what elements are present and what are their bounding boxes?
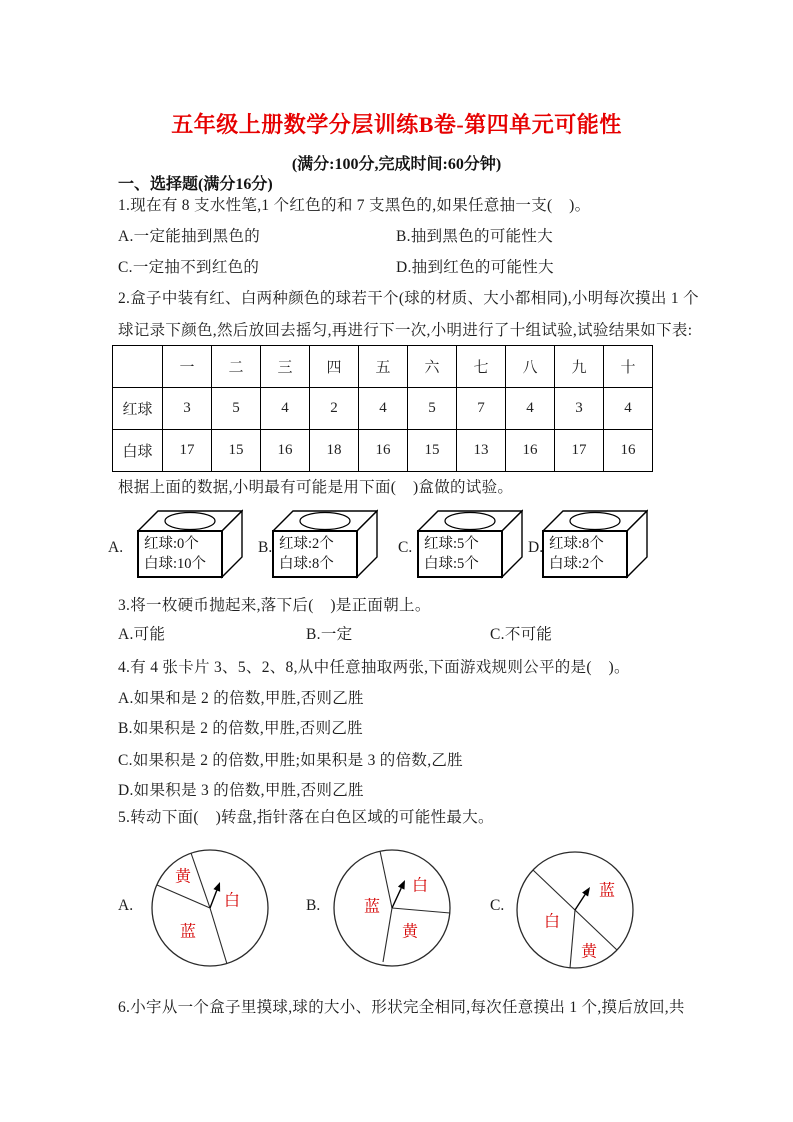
- spinner-region-label: 黄: [401, 923, 419, 941]
- table-row-label: 红球: [113, 388, 163, 430]
- spinner-region-label: 蓝: [363, 898, 381, 916]
- table-value-cell: 16: [604, 430, 653, 472]
- table-header-cell: 九: [555, 346, 604, 388]
- box-option-letter: C.: [398, 539, 413, 556]
- page-subtitle: (满分:100分,完成时间:60分钟): [291, 156, 502, 173]
- table-header-cell: 十: [604, 346, 653, 388]
- question-5-text: 5.转动下面( )转盘,指针落在白色区域的可能性最大。: [118, 809, 494, 826]
- box-red-count: 红球:0个: [144, 536, 199, 552]
- box-red-count: 红球:5个: [424, 536, 479, 552]
- ball-box-diagram: [272, 509, 378, 584]
- box-option-letter: D.: [528, 539, 544, 556]
- q3-option-b: B.一定: [306, 626, 353, 643]
- table-value-cell: 17: [163, 430, 212, 472]
- spinner-diagram: [515, 850, 635, 977]
- table-value-cell: 2: [310, 388, 359, 430]
- q1-option-a: A.一定能抽到黑色的: [118, 228, 261, 245]
- table-value-cell: 17: [555, 430, 604, 472]
- table-value-cell: 4: [261, 388, 310, 430]
- ball-box-diagram: [417, 509, 523, 584]
- table-value-cell: 4: [506, 388, 555, 430]
- q4-option-d: D.如果积是 3 的倍数,甲胜,否则乙胜: [118, 782, 364, 799]
- question-2-conclusion: 根据上面的数据,小明最有可能是用下面( )盒做的试验。: [118, 479, 514, 496]
- box-hole: [300, 513, 350, 530]
- table-value-cell: 16: [359, 430, 408, 472]
- question-1-text: 1.现在有 8 支水性笔,1 个红色的和 7 支黑色的,如果任意抽一支( )。: [118, 197, 591, 214]
- box-white-count: 白球:8个: [279, 556, 334, 572]
- box-white-count: 白球:10个: [144, 556, 207, 572]
- table-header-cell: 二: [212, 346, 261, 388]
- table-value-cell: 13: [457, 430, 506, 472]
- ball-box-diagram: [137, 509, 243, 584]
- table-value-cell: 15: [408, 430, 457, 472]
- table-value-cell: 3: [163, 388, 212, 430]
- spinner-option-letter: C.: [490, 897, 505, 914]
- question-4-text: 4.有 4 张卡片 3、5、2、8,从中任意抽取两张,下面游戏规则公平的是( )。: [118, 659, 630, 676]
- spinner-option-letter: B.: [306, 897, 321, 914]
- box-option-letter: A.: [108, 539, 124, 556]
- table-header-cell: 六: [408, 346, 457, 388]
- box-hole: [165, 513, 215, 530]
- spinner-option-letter: A.: [118, 897, 134, 914]
- table-header-cell: 五: [359, 346, 408, 388]
- table-value-cell: 16: [506, 430, 555, 472]
- box-option-letter: B.: [258, 539, 273, 556]
- q4-option-b: B.如果积是 2 的倍数,甲胜,否则乙胜: [118, 720, 363, 737]
- table-value-cell: 16: [261, 430, 310, 472]
- ball-box-diagram: [542, 509, 648, 584]
- spinner-region-label: 蓝: [179, 923, 197, 941]
- table-value-cell: 5: [212, 388, 261, 430]
- q1-option-b: B.抽到黑色的可能性大: [396, 228, 554, 245]
- spinner-region-label: 白: [411, 877, 429, 895]
- section-heading: 一、选择题(满分16分): [118, 176, 273, 193]
- question-6-text: 6.小宇从一个盒子里摸球,球的大小、形状完全相同,每次任意摸出 1 个,摸后放回,共: [118, 999, 685, 1016]
- q3-option-c: C.不可能: [490, 626, 553, 643]
- table-value-cell: 15: [212, 430, 261, 472]
- box-red-count: 红球:2个: [279, 536, 334, 552]
- table-row-label: 白球: [113, 430, 163, 472]
- box-white-count: 白球:5个: [424, 556, 479, 572]
- table-value-cell: 3: [555, 388, 604, 430]
- box-white-count: 白球:2个: [549, 556, 604, 572]
- table-value-cell: 7: [457, 388, 506, 430]
- box-hole: [445, 513, 495, 530]
- box-hole: [570, 513, 620, 530]
- table-header-cell: 一: [163, 346, 212, 388]
- q3-option-a: A.可能: [118, 626, 166, 643]
- q1-option-c: C.一定抽不到红色的: [118, 259, 260, 276]
- question-2-text-line1: 2.盒子中装有红、白两种颜色的球若干个(球的材质、大小都相同),小明每次摸出 1 个: [118, 290, 699, 307]
- spinner-region-label: 黄: [580, 943, 598, 961]
- trial-results-table: [112, 345, 653, 472]
- table-header-cell: 八: [506, 346, 555, 388]
- question-2-text-line2: 球记录下颜色,然后放回去摇匀,再进行下一次,小明进行了十组试验,试验结果如下表:: [118, 322, 693, 339]
- table-header-cell: 四: [310, 346, 359, 388]
- page-title: 五年级上册数学分层训练B卷-第四单元可能性: [171, 112, 622, 137]
- question-3-text: 3.将一枚硬币抛起来,落下后( )是正面朝上。: [118, 597, 431, 614]
- q4-option-c: C.如果积是 2 的倍数,甲胜;如果积是 3 的倍数,乙胜: [118, 752, 463, 769]
- table-header-cell: [113, 346, 163, 388]
- table-header-cell: 三: [261, 346, 310, 388]
- spinner-region-label: 白: [543, 913, 561, 931]
- table-value-cell: 18: [310, 430, 359, 472]
- table-header-cell: 七: [457, 346, 506, 388]
- table-value-cell: 4: [604, 388, 653, 430]
- table-value-cell: 5: [408, 388, 457, 430]
- box-red-count: 红球:8个: [549, 536, 604, 552]
- spinner-region-label: 白: [223, 892, 241, 910]
- q1-option-d: D.抽到红色的可能性大: [396, 259, 554, 276]
- q4-option-a: A.如果和是 2 的倍数,甲胜,否则乙胜: [118, 690, 364, 707]
- spinner-region-label: 蓝: [598, 882, 616, 900]
- spinner-diagram: [332, 848, 452, 975]
- spinner-region-label: 黄: [174, 868, 192, 886]
- spinner-diagram: [150, 848, 270, 975]
- table-value-cell: 4: [359, 388, 408, 430]
